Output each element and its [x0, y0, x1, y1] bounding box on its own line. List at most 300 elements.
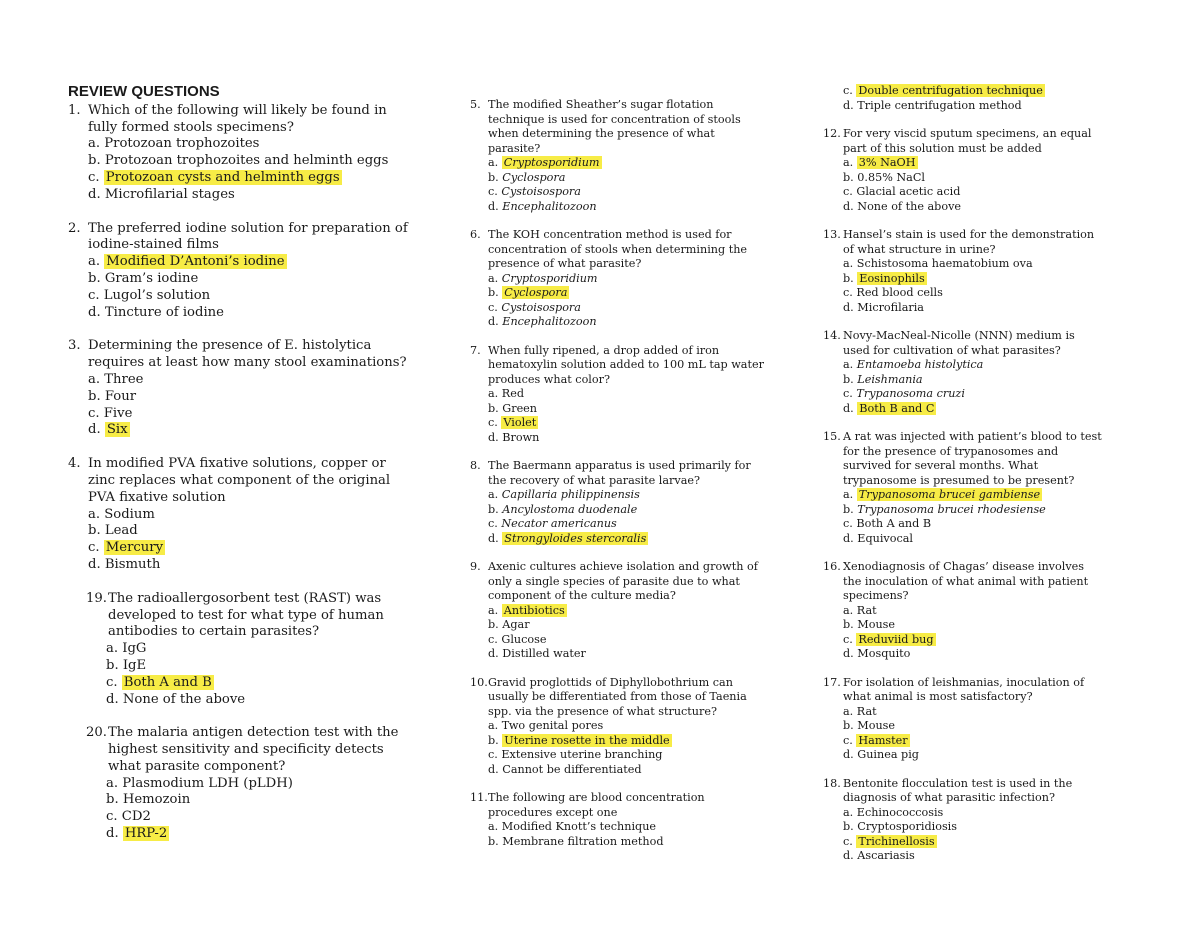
- question-item: [68, 103, 408, 204]
- highlighted-answer: Modified D’Antoni’s iodine: [106, 254, 285, 270]
- question-number: 2.: [68, 220, 81, 236]
- answer-option: [88, 523, 408, 540]
- question-text: [470, 560, 768, 604]
- option-letter: b.: [106, 657, 119, 673]
- option-text: Plasmodium LDH (pLDH): [122, 775, 293, 791]
- option-letter: a.: [488, 387, 499, 400]
- answer-option: [843, 286, 1103, 301]
- question-item: [68, 456, 408, 574]
- option-letter: c.: [488, 517, 498, 530]
- option-letter: a.: [843, 257, 854, 270]
- answer-option: [843, 402, 1103, 417]
- options-list: [470, 820, 768, 849]
- option-letter: d.: [843, 748, 854, 761]
- answer-option: [488, 719, 768, 734]
- option-text: Encephalitozoon: [502, 315, 597, 328]
- answer-option: [488, 387, 768, 402]
- option-letter: b.: [488, 502, 499, 516]
- option-letter: d.: [488, 647, 499, 660]
- answer-option: [488, 517, 768, 532]
- option-letter: c.: [488, 632, 498, 646]
- question-item: [823, 560, 1103, 662]
- option-text: Cystoisospora: [501, 300, 581, 314]
- option-letter: a.: [488, 156, 499, 169]
- options-list: [470, 156, 768, 214]
- highlighted-answer: Eosinophils: [859, 271, 925, 285]
- question-body: When fully ripened, a drop added of iron hematoxylin solution added to 100 mL tap water produces what color?: [488, 343, 764, 386]
- question-text: [86, 591, 408, 641]
- answer-option: [843, 301, 1103, 316]
- option-letter: c.: [488, 748, 498, 761]
- question-body: For isolation of leishmanias, inoculation of what animal is most satisfactory?: [843, 675, 1085, 703]
- option-text: Two genital pores: [501, 719, 604, 732]
- option-text: None of the above: [857, 199, 962, 213]
- options-list: [470, 604, 768, 662]
- question-item: [470, 344, 768, 446]
- option-letter: d.: [843, 300, 854, 314]
- options-list: [68, 136, 408, 203]
- answer-option: [843, 633, 1103, 648]
- option-letter: a.: [843, 488, 854, 501]
- question-text: [68, 456, 408, 506]
- highlighted-answer: Both A and B: [123, 674, 212, 690]
- answer-option: [843, 835, 1103, 850]
- option-text: Ancylostoma duodenale: [502, 502, 638, 516]
- answer-option: [488, 171, 768, 186]
- option-text: Bismuth: [104, 556, 161, 572]
- answer-option: [88, 540, 408, 557]
- option-letter: b.: [488, 834, 499, 848]
- question-number: 7.: [470, 343, 481, 357]
- option-text: Glacial acetic acid: [856, 185, 961, 198]
- option-letter: b.: [106, 792, 119, 808]
- option-text: Microfilaria: [857, 300, 924, 314]
- option-text: Modified Knott’s technique: [501, 820, 657, 833]
- option-text: Encephalitozoon: [502, 199, 597, 213]
- option-letter: c.: [488, 185, 498, 198]
- highlighted-answer: Mercury: [105, 540, 164, 556]
- option-text: Lead: [104, 523, 138, 539]
- answer-option: [843, 373, 1103, 388]
- question-text: [823, 676, 1103, 705]
- option-letter: d.: [488, 531, 499, 545]
- answer-option: [88, 372, 408, 389]
- question-body: The following are blood concentration procedures except one: [488, 791, 705, 819]
- option-letter: c.: [843, 84, 853, 97]
- option-text: Equivocal: [857, 531, 913, 545]
- option-text: Ascariasis: [857, 849, 915, 862]
- question-text: [470, 98, 768, 156]
- answer-option: [488, 503, 768, 518]
- option-text: Tincture of iodine: [104, 304, 224, 320]
- answer-option: [843, 734, 1103, 749]
- column-middle: [470, 98, 768, 863]
- question-number: 17.: [823, 675, 841, 689]
- answer-option: [843, 604, 1103, 619]
- answer-option: [106, 809, 408, 826]
- option-letter: c.: [106, 674, 118, 690]
- option-letter: d.: [488, 315, 499, 328]
- question-item: [823, 329, 1103, 416]
- option-text: Entamoeba histolytica: [856, 358, 984, 371]
- question-item: [68, 221, 408, 322]
- option-text: Protozoan trophozoites and helminth eggs: [104, 153, 389, 169]
- answer-option: [488, 402, 768, 417]
- answer-option: [488, 272, 768, 287]
- answer-option: [843, 200, 1103, 215]
- options-list: [86, 641, 408, 708]
- question-item: [470, 560, 768, 662]
- question-body: Novy-MacNeal-Nicolle (NNN) medium is used for cultivation of what parasites?: [843, 329, 1075, 357]
- highlighted-answer: Violet: [503, 416, 537, 429]
- answer-option: [843, 647, 1103, 662]
- option-letter: c.: [843, 733, 853, 747]
- answer-option: [843, 748, 1103, 763]
- answer-option: [843, 156, 1103, 171]
- answer-option: [106, 792, 408, 809]
- option-text: Red blood cells: [856, 286, 943, 299]
- option-letter: b.: [843, 271, 854, 285]
- option-text: Cryptosporidium: [501, 271, 598, 285]
- option-letter: c.: [88, 405, 100, 421]
- question-body: The malaria antigen detection test with the highest sensitivity and specificity detects what parasite component?: [108, 725, 399, 774]
- question-number: 5.: [470, 98, 481, 111]
- option-letter: a.: [88, 136, 101, 152]
- question-number: 3.: [68, 338, 81, 354]
- answer-option: [488, 763, 768, 778]
- question-item: [470, 791, 768, 849]
- answer-option: [88, 136, 408, 153]
- option-text: Agar: [502, 618, 530, 631]
- option-letter: b.: [843, 372, 854, 386]
- question-number: 13.: [823, 228, 841, 241]
- options-list: [470, 719, 768, 777]
- options-list: [823, 705, 1103, 763]
- highlighted-answer: HRP-2: [124, 826, 168, 842]
- option-letter: d.: [843, 849, 854, 862]
- question-body: A rat was injected with patient’s blood to test for the presence of trypanosomes and survived for several months. What trypanosome is presumed to be present?: [843, 430, 1102, 487]
- option-letter: a.: [88, 506, 101, 522]
- answer-option: [88, 389, 408, 406]
- highlighted-answer: Both B and C: [859, 401, 935, 415]
- question-text: [470, 344, 768, 388]
- option-letter: b.: [843, 719, 854, 732]
- answer-option: [106, 658, 408, 675]
- answer-option: [488, 416, 768, 431]
- column-left: [68, 84, 408, 860]
- option-text: Mouse: [857, 618, 896, 631]
- option-text: Green: [502, 401, 538, 415]
- question-item: [470, 98, 768, 214]
- answer-option: [88, 187, 408, 204]
- answer-option: [88, 254, 408, 271]
- option-text: Necator americanus: [501, 517, 617, 530]
- option-letter: d.: [843, 647, 854, 660]
- option-text: Rat: [856, 704, 877, 718]
- option-text: Red: [501, 387, 525, 400]
- option-text: Lugol’s solution: [103, 287, 211, 303]
- option-letter: c.: [88, 169, 100, 185]
- question-body: The Baermann apparatus is used primarily for the recovery of what parasite larvae?: [488, 459, 751, 487]
- highlighted-answer: Hamster: [858, 733, 908, 747]
- option-text: IgE: [122, 657, 147, 673]
- question-text: [470, 791, 768, 820]
- highlighted-answer: Antibiotics: [503, 603, 565, 617]
- option-text: Sodium: [104, 506, 155, 522]
- question-number: 8.: [470, 459, 481, 472]
- option-letter: b.: [488, 733, 499, 747]
- options-list: [470, 387, 768, 445]
- answer-option: [88, 271, 408, 288]
- option-letter: d.: [488, 430, 499, 444]
- question-text: [86, 725, 408, 775]
- question-item: [823, 430, 1103, 546]
- answer-option: [488, 734, 768, 749]
- option-letter: c.: [843, 632, 853, 646]
- option-text: Both A and B: [856, 517, 932, 530]
- option-letter: c.: [88, 287, 100, 303]
- options-list: [470, 272, 768, 330]
- option-text: Gram’s iodine: [104, 270, 199, 286]
- question-body: The radioallergosorbent test (RAST) was developed to test for what type of human antibodies to certain parasites?: [108, 590, 384, 640]
- options-list: [823, 257, 1103, 315]
- question-item: [470, 676, 768, 778]
- option-letter: c.: [488, 416, 498, 429]
- options-list: [823, 358, 1103, 416]
- question-number: 19.: [86, 590, 107, 606]
- option-letter: b.: [843, 618, 854, 631]
- option-letter: a.: [488, 603, 499, 617]
- question-body: The modified Sheather’s sugar flotation technique is used for concentration of stools when determining the presence of what parasite?: [488, 98, 741, 155]
- answer-option: [106, 692, 408, 709]
- option-text: Five: [103, 405, 133, 421]
- option-text: Mouse: [857, 719, 896, 732]
- question-item: [470, 459, 768, 546]
- question-number: 4.: [68, 456, 81, 472]
- answer-option: [843, 257, 1103, 272]
- answer-option: [488, 431, 768, 446]
- option-letter: a.: [88, 254, 101, 270]
- option-letter: c.: [106, 809, 118, 825]
- answer-option: [488, 633, 768, 648]
- option-letter: a.: [843, 358, 854, 371]
- option-text: Schistosoma haematobium ova: [856, 257, 1033, 270]
- question-text: [68, 221, 408, 255]
- option-text: IgG: [122, 641, 147, 657]
- question-text: [823, 430, 1103, 488]
- answer-option: [106, 675, 408, 692]
- answer-option: [843, 806, 1103, 821]
- question-body: Hansel’s stain is used for the demonstration of what structure in urine?: [843, 228, 1095, 256]
- page-heading: REVIEW QUESTIONS: [68, 83, 220, 100]
- option-letter: c.: [88, 540, 100, 556]
- option-letter: d.: [488, 199, 499, 213]
- option-letter: a.: [843, 603, 854, 617]
- option-letter: d.: [488, 762, 499, 776]
- option-text: Capillaria philippinensis: [501, 488, 640, 501]
- answer-option: [843, 358, 1103, 373]
- option-letter: a.: [106, 775, 119, 791]
- question-body: Xenodiagnosis of Chagas’ disease involves the inoculation of what animal with patient specimens?: [843, 560, 1089, 602]
- option-text: Membrane filtration method: [502, 834, 664, 848]
- option-text: Distilled water: [502, 647, 586, 660]
- option-letter: d.: [843, 531, 854, 545]
- question-number: 6.: [470, 228, 481, 241]
- option-letter: a.: [88, 371, 101, 387]
- question-number: 18.: [823, 776, 841, 790]
- option-letter: d.: [88, 556, 101, 572]
- answer-option: [488, 835, 768, 850]
- option-text: Cannot be differentiated: [502, 762, 642, 776]
- option-letter: c.: [843, 387, 853, 400]
- option-text: Four: [104, 388, 137, 404]
- question-text: [470, 228, 768, 272]
- answer-option: [488, 301, 768, 316]
- question-body: For very viscid sputum specimens, an equal part of this solution must be added: [843, 127, 1092, 155]
- question-body: The preferred iodine solution for preparation of iodine-stained films: [88, 220, 408, 253]
- answer-option: [843, 99, 1103, 114]
- question-number: 1.: [68, 102, 81, 118]
- option-letter: d.: [843, 401, 854, 415]
- question-number: 12.: [823, 127, 841, 140]
- option-letter: a.: [488, 820, 499, 833]
- answer-option: [106, 641, 408, 658]
- option-text: Echinococcosis: [856, 805, 944, 819]
- answer-option: [88, 557, 408, 574]
- option-letter: b.: [88, 153, 101, 169]
- option-text: Rat: [856, 603, 877, 617]
- answer-option: [843, 532, 1103, 547]
- answer-option: [88, 406, 408, 423]
- answer-option: [88, 305, 408, 322]
- option-text: Cystoisospora: [501, 185, 581, 198]
- option-text: Glucose: [501, 632, 547, 646]
- answer-option: [88, 170, 408, 187]
- question-text: [470, 676, 768, 720]
- option-text: Microfilarial stages: [104, 186, 235, 202]
- question-item: [823, 676, 1103, 763]
- option-text: None of the above: [122, 691, 246, 707]
- option-text: Trypanosoma cruzi: [856, 387, 965, 400]
- answer-option: [843, 705, 1103, 720]
- option-text: Triple centrifugation method: [857, 98, 1022, 112]
- options-list: [68, 372, 408, 439]
- option-letter: b.: [843, 820, 854, 833]
- option-letter: a.: [488, 271, 499, 285]
- question-number: 15.: [823, 430, 841, 443]
- answer-option: [843, 185, 1103, 200]
- answer-option: [488, 286, 768, 301]
- question-number: 9.: [470, 560, 481, 573]
- question-body: The KOH concentration method is used for concentration of stools when determining the presence of what parasite?: [488, 228, 748, 270]
- options-list: [86, 776, 408, 843]
- question-text: [823, 560, 1103, 604]
- options-list: [470, 488, 768, 546]
- answer-option: [843, 84, 1103, 99]
- option-text: Mosquito: [857, 647, 911, 660]
- answer-option: [88, 507, 408, 524]
- answer-option: [488, 200, 768, 215]
- option-letter: a.: [843, 156, 854, 169]
- highlighted-answer: Cyclospora: [504, 286, 568, 299]
- answer-option: [488, 604, 768, 619]
- option-letter: c.: [843, 834, 853, 848]
- highlighted-answer: 3% NaOH: [858, 156, 916, 169]
- option-letter: b.: [488, 286, 499, 299]
- answer-option: [843, 517, 1103, 532]
- question-text: [823, 777, 1103, 806]
- column-right: [823, 84, 1103, 878]
- answer-option: [843, 820, 1103, 835]
- question-body: Determining the presence of E. histolytica requires at least how many stool examinations?: [88, 338, 407, 371]
- question-item: [823, 777, 1103, 864]
- question-body: In modified PVA fixative solutions, copper or zinc replaces what component of the original PVA fixative solution: [88, 456, 391, 505]
- answer-option: [488, 820, 768, 835]
- answer-option: [488, 185, 768, 200]
- question-number: 10.: [470, 675, 488, 689]
- question-text: [823, 228, 1103, 257]
- option-text: Cyclospora: [502, 170, 566, 184]
- option-letter: c.: [843, 517, 853, 530]
- question-text: [823, 127, 1103, 156]
- option-letter: d.: [843, 199, 854, 213]
- highlighted-answer: Cryptosporidium: [503, 156, 600, 169]
- question-body: Gravid proglottids of Diphyllobothrium can usually be differentiated from those of Taenia spp. via the presence of what structure?: [488, 675, 747, 718]
- option-letter: b.: [843, 502, 854, 516]
- highlighted-answer: Double centrifugation technique: [858, 84, 1043, 97]
- answer-option: [488, 488, 768, 503]
- option-letter: a.: [488, 719, 499, 732]
- question-body: Which of the following will likely be found in fully formed stools specimens?: [88, 102, 387, 135]
- answer-option: [106, 776, 408, 793]
- option-letter: a.: [843, 704, 854, 718]
- option-text: 0.85% NaCl: [857, 170, 925, 184]
- option-letter: d.: [106, 826, 119, 842]
- answer-option: [843, 272, 1103, 287]
- highlighted-answer: Uterine rosette in the middle: [504, 733, 670, 747]
- option-letter: b.: [88, 270, 101, 286]
- option-text: Extensive uterine branching: [501, 748, 663, 761]
- question-number: 11.: [470, 791, 488, 804]
- question-item: [68, 338, 408, 439]
- answer-option: [843, 719, 1103, 734]
- question-item: [470, 228, 768, 330]
- question-text: [68, 338, 408, 372]
- highlighted-answer: Trypanosoma brucei gambiense: [858, 488, 1041, 501]
- question-item: [823, 127, 1103, 214]
- options-list: [823, 806, 1103, 864]
- answer-option: [88, 153, 408, 170]
- option-letter: b.: [488, 170, 499, 184]
- option-text: Brown: [502, 430, 540, 444]
- option-text: Guinea pig: [857, 748, 919, 761]
- option-text: Hemozoin: [122, 792, 191, 808]
- option-letter: a.: [843, 805, 854, 819]
- question-item: [68, 591, 408, 709]
- option-letter: a.: [488, 488, 499, 501]
- option-letter: c.: [843, 286, 853, 299]
- option-letter: b.: [88, 388, 101, 404]
- options-list: [823, 156, 1103, 214]
- question-body: Bentonite flocculation test is used in the diagnosis of what parasitic infection?: [843, 776, 1073, 804]
- option-text: Protozoan trophozoites: [104, 136, 260, 152]
- option-text: Cryptosporidiosis: [857, 820, 958, 833]
- question-body: Axenic cultures achieve isolation and growth of only a single species of parasite due to what component of the culture media?: [488, 560, 758, 602]
- answer-option: [106, 826, 408, 843]
- question-number: 14.: [823, 329, 841, 342]
- answer-option: [843, 387, 1103, 402]
- option-letter: d.: [88, 304, 101, 320]
